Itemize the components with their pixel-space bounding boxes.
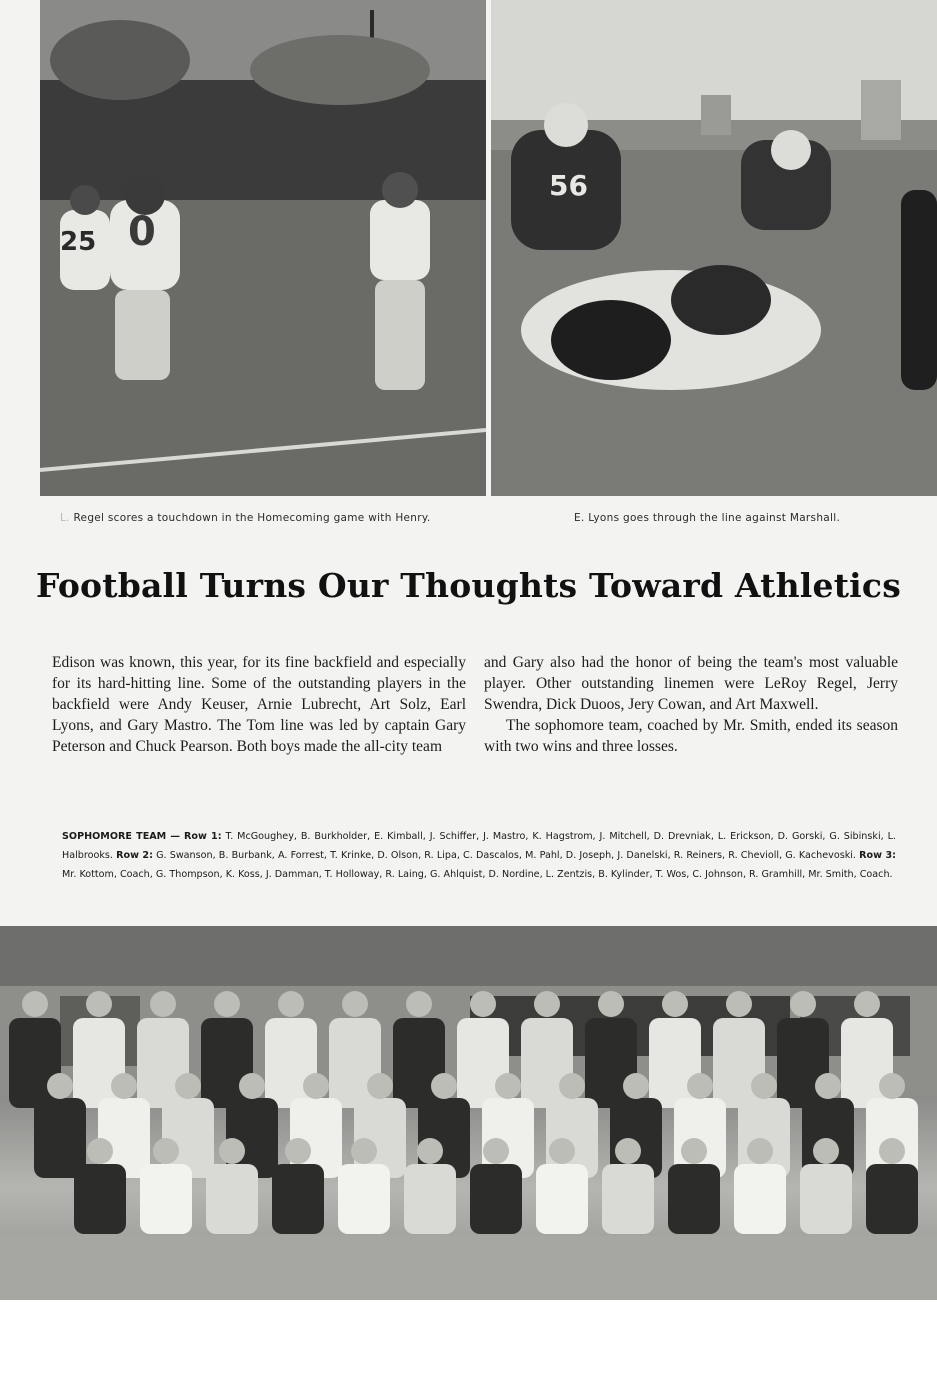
team-member-head — [598, 991, 624, 1017]
article-paragraph-2: and Gary also had the honor of being the team's most valuable player. Other outstanding linemen were LeRoy Regel, Jerry Swendra, Dick Duoos, Jery Cowan, and Art Maxwell. — [484, 654, 898, 713]
team-member-head — [111, 1073, 137, 1099]
team-member-figure — [404, 1164, 456, 1234]
caption-left-prefix: L. — [60, 512, 70, 524]
team-member-head — [342, 991, 368, 1017]
team-member-head — [559, 1073, 585, 1099]
team-member-figure — [536, 1164, 588, 1234]
team-member-head — [879, 1073, 905, 1099]
article-paragraph-3: The sophomore team, coached by Mr. Smith, ended its season with two wins and three losses. — [484, 717, 898, 755]
team-member-figure — [668, 1164, 720, 1234]
photo-touchdown-homecoming — [40, 0, 486, 496]
caption-right: E. Lyons goes through the line against Marshall. — [574, 512, 841, 524]
team-member-head — [470, 991, 496, 1017]
team-member-head — [813, 1138, 839, 1164]
team-group-photo — [0, 926, 937, 1300]
jersey-number-left-a: 25 — [60, 227, 97, 257]
article-column-1 — [52, 652, 466, 757]
jersey-number-right-a: 56 — [549, 169, 588, 202]
jersey-number-left-b: 0 — [128, 209, 156, 255]
photo-touchdown-scene — [40, 0, 486, 496]
caption-left — [60, 512, 431, 524]
team-member-figure — [272, 1164, 324, 1234]
roster-heading: SOPHOMORE TEAM — — [62, 831, 181, 842]
team-member-head — [815, 1073, 841, 1099]
roster-row2-label: Row 2: — [116, 850, 153, 861]
team-photo-scene — [0, 926, 937, 1300]
team-member-figure — [206, 1164, 258, 1234]
team-member-head — [239, 1073, 265, 1099]
team-member-head — [47, 1073, 73, 1099]
team-member-head — [406, 991, 432, 1017]
team-member-head — [747, 1138, 773, 1164]
article-body — [52, 652, 898, 757]
team-member-head — [726, 991, 752, 1017]
team-member-head — [751, 1073, 777, 1099]
team-member-figure — [140, 1164, 192, 1234]
team-member-head — [285, 1138, 311, 1164]
team-member-head — [549, 1138, 575, 1164]
team-member-head — [175, 1073, 201, 1099]
roster-row1-label: Row 1: — [183, 831, 222, 842]
team-member-head — [662, 991, 688, 1017]
team-member-figure — [602, 1164, 654, 1234]
bottom-margin — [0, 1300, 937, 1390]
team-member-head — [615, 1138, 641, 1164]
team-member-figure — [866, 1164, 918, 1234]
roster-row1-names: T. McGoughey, B. Burkholder, E. Kimball, J. Schiffer, J. Mastro, K. Hagstrom, J. Mitchell, D. Drevniak, L. Erickson, D. Gorski, G. Sibinski, L. Halbrooks. — [62, 831, 896, 861]
team-member-head — [431, 1073, 457, 1099]
photo-lyons-line-marshall — [491, 0, 937, 496]
team-member-head — [214, 991, 240, 1017]
roster-row2-names: G. Swanson, B. Burbank, A. Forrest, T. Krinke, D. Olson, R. Lipa, C. Dascalos, M. Pahl, D. Joseph, J. Danelski, R. Reiners, R. Chevioll, G. Kachevoski. — [156, 850, 856, 861]
team-member-figure — [800, 1164, 852, 1234]
team-member-head — [22, 991, 48, 1017]
team-member-head — [219, 1138, 245, 1164]
team-member-head — [86, 991, 112, 1017]
team-member-head — [790, 991, 816, 1017]
team-member-figure — [470, 1164, 522, 1234]
page-headline: Football Turns Our Thoughts Toward Athletics — [36, 566, 901, 605]
team-member-head — [534, 991, 560, 1017]
team-member-head — [417, 1138, 443, 1164]
team-member-head — [87, 1138, 113, 1164]
team-member-head — [367, 1073, 393, 1099]
team-member-head — [278, 991, 304, 1017]
team-member-head — [351, 1138, 377, 1164]
photo-line-play-scene — [491, 0, 937, 496]
team-member-head — [495, 1073, 521, 1099]
article-column-2 — [484, 652, 898, 757]
roster-row3-label: Row 3: — [859, 850, 896, 861]
roster-row3-names: Mr. Kottom, Coach, G. Thompson, K. Koss, J. Damman, T. Holloway, R. Laing, G. Ahlquist, D. Nordine, L. Zentzis, B. Kylinder, T. Wos, C. Johnson, R. Gramhill, Mr. Smith, Coach. — [62, 869, 893, 880]
team-member-head — [623, 1073, 649, 1099]
team-member-figure — [734, 1164, 786, 1234]
team-member-head — [483, 1138, 509, 1164]
team-member-head — [150, 991, 176, 1017]
team-member-head — [153, 1138, 179, 1164]
team-member-figure — [74, 1164, 126, 1234]
sophomore-team-roster — [62, 827, 896, 884]
team-member-head — [879, 1138, 905, 1164]
team-member-head — [687, 1073, 713, 1099]
team-member-head — [681, 1138, 707, 1164]
team-member-head — [303, 1073, 329, 1099]
team-member-head — [854, 991, 880, 1017]
article-paragraph-1: Edison was known, this year, for its fine backfield and especially for its hard-hitting line. Some of the outstanding players in the backfield were Andy Keuser, Arnie Lubrecht, Art Solz, Earl Lyons, and Gary Mastro. The Tom line was led by captain Gary Peterson and Chuck Pearson. Both boys made the all-city team — [52, 654, 466, 755]
caption-left-text: Regel scores a touchdown in the Homecoming game with Henry. — [73, 512, 431, 524]
team-member-figure — [338, 1164, 390, 1234]
